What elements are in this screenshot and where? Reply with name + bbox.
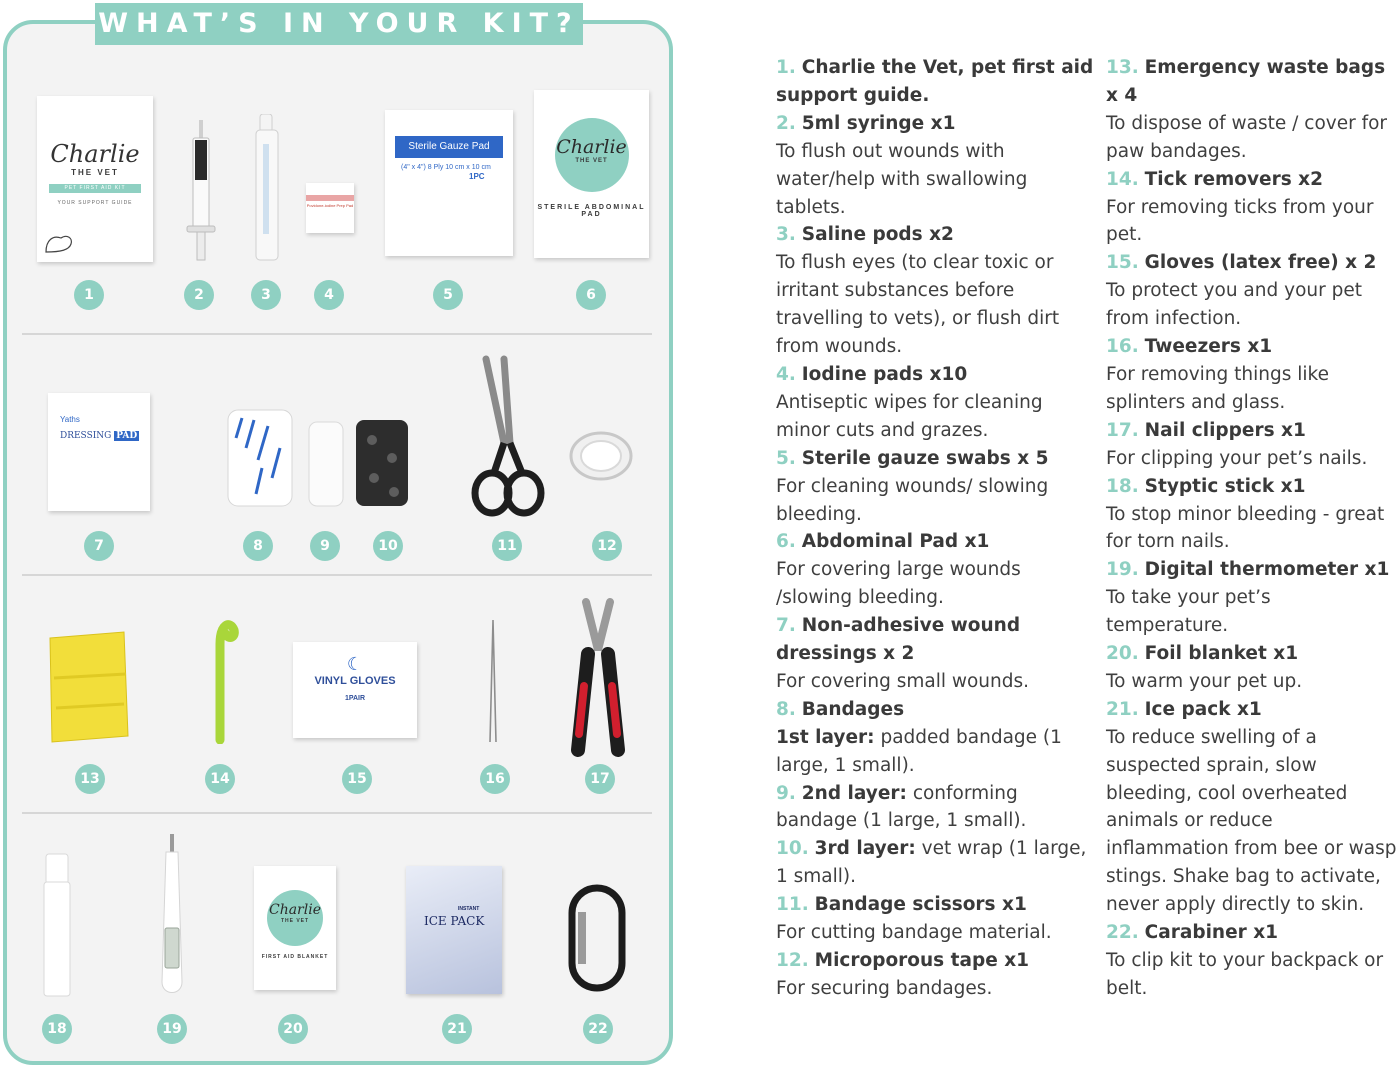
styptic-stick-icon xyxy=(40,852,74,998)
entry-description: For removing ticks from your pet. xyxy=(1106,196,1374,246)
kit-list-entry xyxy=(1106,696,1398,919)
ice-pack xyxy=(406,866,502,994)
gloves-logo-icon: ☾ xyxy=(346,654,364,674)
entry-description: To clip kit to your backpack or belt. xyxy=(1106,950,1384,999)
entry-number: 6. xyxy=(776,531,796,553)
item-number-badge: 5 xyxy=(433,280,463,310)
item-number-badge: 10 xyxy=(373,531,403,561)
entry-heading: Microporous tape x1 xyxy=(814,950,1029,971)
kit-list-entry xyxy=(1106,54,1398,166)
blanket-brand-title: Charlie xyxy=(268,902,321,918)
entry-description: padded bandage (1 large, 1 small). xyxy=(776,726,1062,776)
item-number-badge: 21 xyxy=(442,1014,472,1044)
item-number-badge: 22 xyxy=(583,1014,613,1044)
entry-number: 15. xyxy=(1106,252,1139,274)
kit-list-entry xyxy=(776,696,1096,724)
gloves-pack xyxy=(293,642,417,738)
entry-number: 10. xyxy=(776,838,809,860)
item-number-badge: 12 xyxy=(592,531,622,561)
tweezers-icon xyxy=(486,618,500,746)
kit-list-entry xyxy=(776,54,1096,110)
item-number-badge: 3 xyxy=(251,280,281,310)
kit-list-entry xyxy=(776,780,1096,836)
gloves-count: 1PAIR xyxy=(344,695,366,702)
entry-number: 14. xyxy=(1106,168,1139,190)
entry-description: To warm your pet up. xyxy=(1106,670,1303,692)
conforming-bandage-icon xyxy=(305,420,347,508)
microporous-tape-icon xyxy=(568,430,634,482)
gloves-label: VINYL GLOVES xyxy=(314,675,396,687)
kit-list-entry xyxy=(776,361,1096,445)
item-number-badge: 20 xyxy=(278,1014,308,1044)
entry-heading: Styptic stick x1 xyxy=(1144,475,1306,497)
entry-heading: Digital thermometer x1 xyxy=(1144,559,1390,581)
book-guide-text: YOUR SUPPORT GUIDE xyxy=(57,200,133,206)
entry-number: 13. xyxy=(1106,57,1139,78)
dressing-brand: Yaths xyxy=(60,415,80,424)
entry-number: 18. xyxy=(1106,475,1139,497)
entry-heading: Foil blanket x1 xyxy=(1144,643,1299,665)
abdominal-brand-subtitle: THE VET xyxy=(575,158,608,164)
entry-number: 19. xyxy=(1106,559,1139,581)
book-stripe-text: PET FIRST AID KIT xyxy=(64,185,126,191)
abdominal-brand-title: Charlie xyxy=(556,136,627,158)
wound-dressing-pack xyxy=(48,393,150,511)
entry-number: 4. xyxy=(776,363,796,385)
book-stripe xyxy=(49,184,141,193)
kit-list-entry xyxy=(1106,333,1398,417)
kit-list-entry xyxy=(776,528,1096,612)
iodine-pad-stripe xyxy=(306,195,354,201)
blanket-brand-subtitle: THE VET xyxy=(280,918,310,924)
entry-heading: Saline pods x2 xyxy=(801,224,954,246)
entry-heading: 2nd layer: xyxy=(801,782,907,804)
brand-circle xyxy=(267,890,323,946)
item-number-badge: 19 xyxy=(157,1014,187,1044)
entry-number: 8. xyxy=(776,698,796,720)
kit-list-entry xyxy=(776,947,1096,1003)
dressing-label-a: DRESSING xyxy=(60,431,112,441)
entry-number: 11. xyxy=(776,894,809,916)
book-title: Charlie xyxy=(50,140,140,168)
item-number-badge: 13 xyxy=(75,764,105,794)
gauze-size: (4" x 4") 8 Ply 10 cm x 10 cm xyxy=(401,164,491,171)
entry-heading: Gloves (latex free) x 2 xyxy=(1144,252,1377,274)
kit-list-column-1 xyxy=(776,54,1096,1003)
entry-number: 16. xyxy=(1106,336,1139,358)
kit-list-entry xyxy=(776,221,1096,361)
dressing-label-b: PAD xyxy=(116,431,138,441)
kit-banner-title: WHAT’S IN YOUR KIT? xyxy=(95,3,583,45)
entry-heading: Ice pack x1 xyxy=(1144,698,1262,720)
entry-heading: 5ml syringe x1 xyxy=(801,112,956,134)
blanket-caption: FIRST AID BLANKET xyxy=(261,954,329,960)
entry-heading: Abdominal Pad x1 xyxy=(801,531,990,553)
entry-description: For removing things like splinters and glass. xyxy=(1106,363,1329,413)
kit-list-entry xyxy=(1106,640,1398,696)
kit-list-entry xyxy=(1106,919,1398,1003)
item-number-badge: 8 xyxy=(243,531,273,561)
entry-number: 21. xyxy=(1106,698,1139,720)
entry-description: vet wrap (1 large, 1 small). xyxy=(776,838,1087,888)
entry-heading: Tweezers x1 xyxy=(1144,336,1273,358)
entry-number: 17. xyxy=(1106,419,1139,441)
book-subtitle: THE VET xyxy=(71,168,119,177)
item-number-badge: 17 xyxy=(585,764,615,794)
iodine-pad-label: Povidone-iodine Prep Pad xyxy=(306,203,354,208)
entry-description: To reduce swelling of a suspected sprain, slow bleeding, cool overheated animals or reduce inflammation from bee or wasp stings. Shake bag to activate, never apply directly to skin. xyxy=(1106,726,1397,916)
entry-description: To protect you and your pet from infection. xyxy=(1106,280,1362,330)
iodine-pad xyxy=(306,183,354,233)
bandage-scissors-icon xyxy=(470,355,546,520)
abdominal-pad-pack xyxy=(534,90,649,258)
entry-heading: Bandages xyxy=(801,698,905,720)
entry-description: For securing bandages. xyxy=(776,977,993,999)
entry-number: 9. xyxy=(776,782,796,804)
kit-list-entry xyxy=(1106,473,1398,557)
row-divider xyxy=(22,333,652,335)
entry-description: For covering large wounds /slowing bleeding. xyxy=(776,559,1021,609)
kit-list-entry xyxy=(776,724,1096,780)
item-number-badge: 7 xyxy=(84,531,114,561)
entry-heading: Emergency waste bags x 4 xyxy=(1106,57,1386,106)
item-number-badge: 1 xyxy=(74,280,104,310)
kit-list-entry xyxy=(776,110,1096,222)
entry-number: 2. xyxy=(776,112,796,134)
entry-heading: Charlie the Vet, pet first aid support guide. xyxy=(776,57,1094,106)
syringe-icon xyxy=(183,120,219,265)
item-number-badge: 6 xyxy=(576,280,606,310)
kit-list-entry xyxy=(776,445,1096,529)
entry-description: To flush out wounds with water/help with swallowing tablets. xyxy=(776,140,1028,218)
dressing-label xyxy=(60,431,150,441)
foil-blanket-pack xyxy=(254,866,336,990)
entry-heading: Non-adhesive wound dressings x 2 xyxy=(776,615,1021,665)
item-number-badge: 2 xyxy=(184,280,214,310)
kit-list-entry xyxy=(776,612,1096,696)
entry-description: To flush eyes (to clear toxic or irritant substances before travelling to vets), or flush dirt from wounds. xyxy=(776,252,1060,358)
row-divider xyxy=(22,812,652,814)
nail-clippers-icon xyxy=(566,594,628,758)
entry-heading: 3rd layer: xyxy=(814,838,916,860)
entry-description: Antiseptic wipes for cleaning minor cuts and grazes. xyxy=(776,391,1043,441)
tick-remover-icon xyxy=(200,614,240,744)
entry-description: conforming bandage (1 large, 1 small). xyxy=(776,782,1027,832)
entry-description: For cleaning wounds/ slowing bleeding. xyxy=(776,475,1049,525)
thermometer-icon xyxy=(152,832,192,1002)
dog-outline-icon xyxy=(43,230,77,256)
entry-description: For covering small wounds. xyxy=(776,670,1030,692)
entry-heading: Carabiner x1 xyxy=(1144,922,1279,944)
entry-description: For clipping your pet’s nails. xyxy=(1106,447,1368,469)
entry-number: 20. xyxy=(1106,643,1139,665)
saline-pod-icon xyxy=(254,114,280,262)
entry-number: 7. xyxy=(776,615,796,637)
kit-list-entry xyxy=(776,891,1096,947)
kit-list-column-2 xyxy=(1106,54,1398,1003)
item-number-badge: 15 xyxy=(342,764,372,794)
entry-description: For cutting bandage material. xyxy=(776,922,1052,944)
carabiner-icon xyxy=(564,882,630,994)
entry-number: 22. xyxy=(1106,922,1139,944)
gauze-swab-pack xyxy=(385,110,513,256)
entry-heading: 1st layer: xyxy=(776,726,875,748)
kit-list-entry xyxy=(1106,417,1398,473)
entry-description: To stop minor bleeding - great for torn nails. xyxy=(1106,503,1385,553)
entry-number: 12. xyxy=(776,950,809,971)
kit-list-entry xyxy=(1106,249,1398,333)
gauze-label: Sterile Gauze Pad xyxy=(395,136,503,158)
entry-heading: Bandage scissors x1 xyxy=(814,894,1027,916)
waste-bags-icon xyxy=(44,628,132,746)
entry-heading: Nail clippers x1 xyxy=(1144,419,1306,441)
brand-circle xyxy=(555,118,629,192)
item-number-badge: 11 xyxy=(492,531,522,561)
kit-list-entry xyxy=(1106,166,1398,250)
item-number-badge: 9 xyxy=(310,531,340,561)
padded-bandage-icon xyxy=(222,408,298,508)
entry-heading: Tick removers x2 xyxy=(1144,168,1323,190)
row-divider xyxy=(22,574,652,576)
entry-heading: Sterile gauze swabs x 5 xyxy=(801,447,1049,469)
icepack-small-label: INSTANT xyxy=(458,906,480,912)
entry-number: 1. xyxy=(776,57,796,78)
item-number-badge: 4 xyxy=(314,280,344,310)
item-number-badge: 18 xyxy=(42,1014,72,1044)
entry-number: 5. xyxy=(776,447,796,469)
support-guide-book xyxy=(37,96,153,262)
gauze-count: 1PC xyxy=(469,172,485,181)
entry-description: To take your pet’s temperature. xyxy=(1106,587,1271,637)
item-number-badge: 14 xyxy=(205,764,235,794)
entry-number: 3. xyxy=(776,224,796,246)
entry-description: To dispose of waste / cover for paw bandages. xyxy=(1106,112,1388,162)
kit-list-entry xyxy=(776,835,1096,891)
icepack-label: ICE PACK xyxy=(424,914,485,928)
abdominal-caption: STERILE ABDOMINAL PAD xyxy=(537,204,646,218)
item-number-badge: 16 xyxy=(480,764,510,794)
vet-wrap-icon xyxy=(352,418,412,508)
kit-list-entry xyxy=(1106,556,1398,640)
entry-heading: Iodine pads x10 xyxy=(801,363,968,385)
